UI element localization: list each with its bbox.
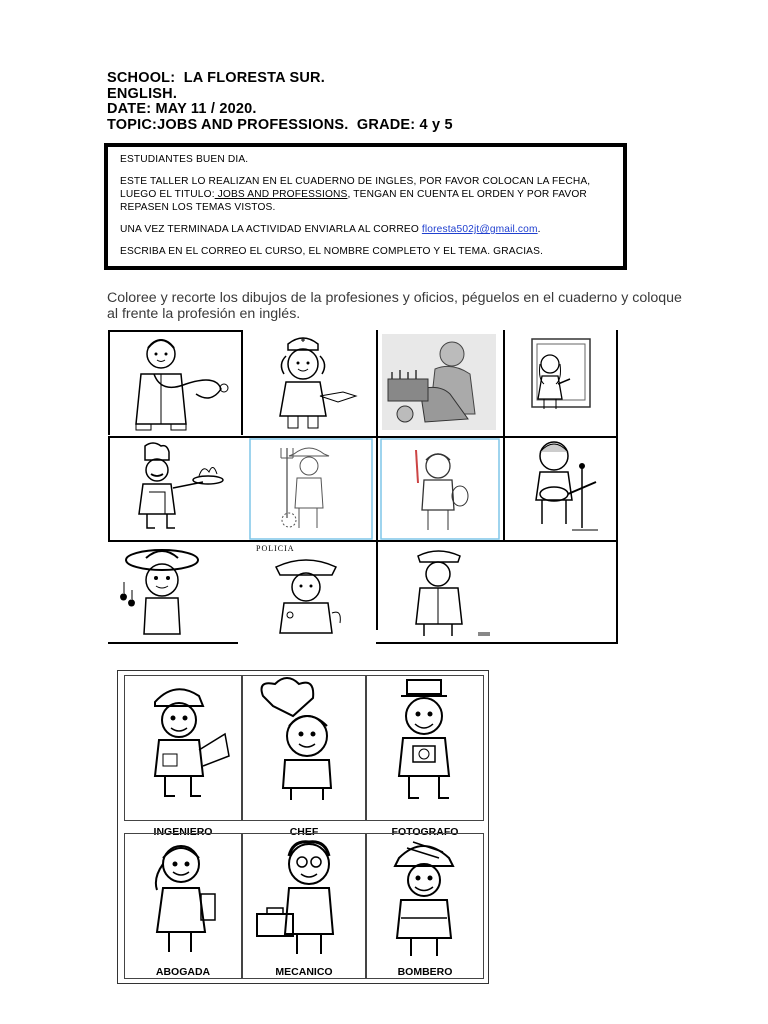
notice-box — [104, 143, 627, 270]
fotografo-label: FOTOGRAFO — [391, 826, 459, 838]
notice-email-line: UNA VEZ TERMINADA LA ACTIVIDAD ENVIARLA AL CORREO floresta502jt@gmail.com. — [120, 224, 541, 235]
cook-icon — [123, 442, 233, 534]
chef-icon — [243, 676, 365, 804]
title-underlined: JOBS AND PROFESSIONS — [214, 189, 348, 200]
grid-line — [376, 642, 618, 644]
engineer-icon — [125, 676, 241, 804]
topic-line: TOPIC:JOBS AND PROFESSIONS. GRADE: 4 y 5 — [107, 116, 453, 133]
notice-closing: ESCRIBA EN EL CORREO EL CURSO, EL NOMBRE COMPLETO Y EL TEMA. GRACIAS. — [120, 246, 544, 257]
grid-line — [616, 542, 618, 642]
lawyer-icon — [125, 834, 241, 962]
professions-grid-1 — [108, 330, 618, 644]
bombero-label: BOMBERO — [397, 966, 453, 978]
painter-icon — [380, 438, 500, 540]
policia-label: POLICIA — [256, 544, 295, 553]
mariachi-icon — [116, 544, 206, 640]
mechanic-icon — [243, 834, 365, 962]
subject-line: ENGLISH. — [107, 85, 178, 102]
fotografo-cell — [366, 675, 484, 838]
dentist-icon — [380, 334, 498, 432]
photographer-icon — [367, 676, 483, 804]
police-cell — [246, 544, 374, 639]
nurse-icon — [248, 334, 368, 432]
abogada-label: ABOGADA — [155, 966, 211, 978]
grid-line — [376, 330, 378, 630]
mecanico-cell — [242, 833, 366, 979]
grid-line — [108, 330, 110, 435]
doctor-icon — [116, 334, 236, 432]
notice-greeting: ESTUDIANTES BUEN DIA. — [120, 154, 249, 165]
header — [107, 71, 453, 133]
instruction-text: Coloree y recorte los dibujos de la profesiones y oficios, péguelos en el cuaderno y coloque al frente la profesión en inglés. — [107, 290, 682, 322]
notice-instructions: ESTE TALLER LO REALIZAN EN EL CUADERNO DE INGLES, POR FAVOR COLOCAN LA FECHA, LUEGO EL TITULO: JOBS AND PROFESSIONS, TENGAN EN CUENTA EL ORDEN Y POR FAVOR REPASEN LOS TEMAS VISTOS. — [120, 176, 591, 213]
firefighter-icon — [367, 834, 483, 962]
pilot-icon — [380, 544, 500, 640]
ingeniero-label: INGENIERO — [153, 826, 213, 838]
email-link[interactable]: floresta502jt@gmail.com — [421, 224, 538, 235]
singer-icon — [512, 438, 612, 536]
police-icon — [246, 553, 366, 639]
mecanico-label: MECANICO — [275, 966, 333, 978]
grid-line — [108, 642, 238, 644]
teacher-icon — [512, 334, 612, 432]
farmer-icon — [249, 438, 373, 540]
date-line: DATE: MAY 11 / 2020. — [107, 101, 257, 117]
grid-line — [108, 540, 618, 542]
chef-label: CHEF — [289, 826, 319, 838]
ingeniero-cell — [124, 675, 242, 838]
chef-cell — [242, 675, 366, 838]
grid-line — [241, 330, 243, 435]
professions-grid-2 — [117, 670, 489, 984]
grid-line — [108, 330, 243, 332]
abogada-cell — [124, 833, 242, 979]
school-line: SCHOOL: LA FLORESTA SUR. — [107, 70, 325, 86]
grid-line — [108, 438, 110, 542]
bombero-cell — [366, 833, 484, 979]
